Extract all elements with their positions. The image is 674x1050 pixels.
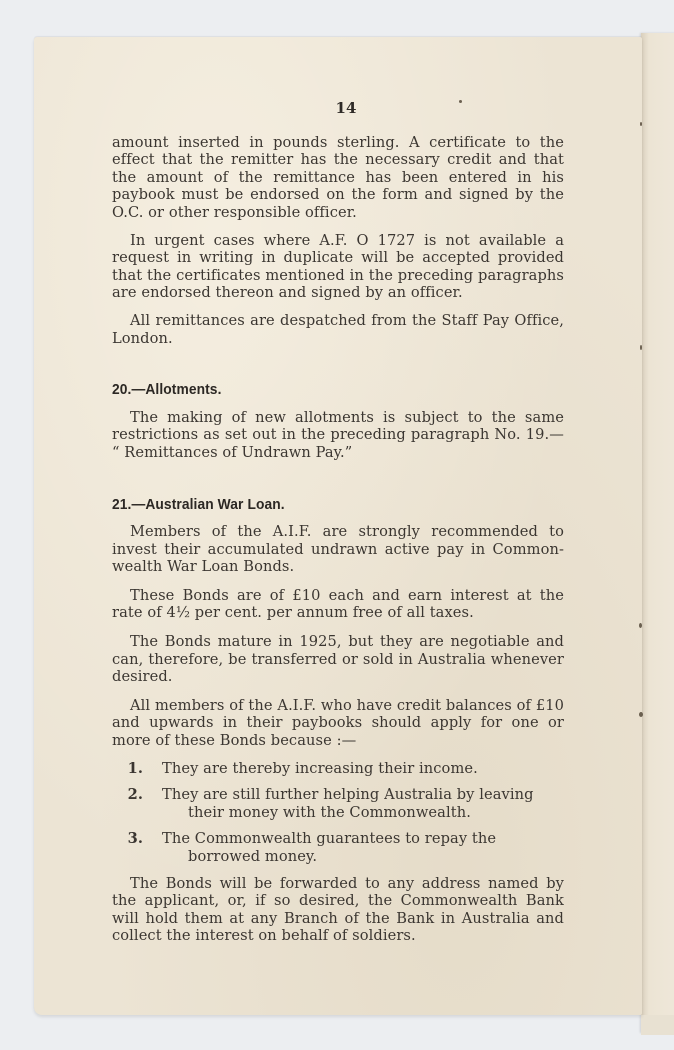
paragraph-allotments: The making of new allotments is subject to the same restrictions as set out in the preceding paragraph No. 19.— “ Remittances of Undrawn Pay.” — [112, 408, 564, 461]
reason-item — [112, 786, 564, 821]
reason-text — [162, 830, 564, 865]
paper-speck — [639, 712, 643, 717]
reason-item — [112, 830, 564, 865]
reason-number: 1. — [127, 759, 143, 777]
reason-text-continued: their money with the Commonwealth. — [188, 803, 471, 821]
next-page-edge-bottom — [641, 1015, 674, 1035]
paragraph-urgent-cases: In urgent cases where A.F. O 1727 is not available a request in writing in duplicate will be accepted provided that the certificates mentioned in the preceding paragraphs are endorsed thereon and signed by an officer. — [112, 231, 564, 302]
reason-text-continued: borrowed money. — [188, 848, 318, 865]
paragraph-remittances-despatched: All remittances are despatched from the Staff Pay Office, London. — [112, 311, 564, 347]
paper-speck — [640, 345, 642, 350]
reason-text-first: They are thereby increasing their income. — [162, 759, 478, 777]
paper-speck — [639, 623, 642, 628]
page-number: 14 — [335, 99, 357, 117]
reason-item — [112, 760, 564, 778]
paragraph-bonds-forwarded: The Bonds will be forwarded to any address named by the applicant, or, if so desired, the Commonwealth Bank will hold them at any Branch of the Bank in Australia and collect the interest on behalf of soldiers. — [112, 874, 564, 945]
paragraph-members-recommended: Members of the A.I.F. are strongly recommended to invest their accumulated undrawn active pay in Common-wealth War Loan Bonds. — [112, 523, 564, 576]
reason-number: 3. — [127, 830, 143, 848]
reason-number: 2. — [127, 786, 143, 804]
section-heading-war-loan: 21.—Australian War Loan. — [112, 495, 285, 513]
next-page-edge — [641, 33, 674, 1033]
paragraph-who-should-apply: All members of the A.I.F. who have credit balances of £10 and upwards in their paybooks should apply for one or more of these Bonds because :— — [112, 696, 564, 750]
reason-text — [162, 760, 564, 778]
reason-text — [162, 786, 564, 821]
paper-speck — [640, 122, 642, 126]
reason-text-first: They are still further helping Australia by leaving — [162, 786, 534, 804]
section-heading-allotments: 20.—Allotments. — [112, 381, 222, 399]
page-text — [112, 100, 564, 945]
paragraph-certificate: amount inserted in pounds sterling. A certificate to the effect that the remitter has the necessary credit and that the amount of the remittance has been entered in his paybook must be endorsed on the form and signed by the O.C. or other responsible officer. — [112, 133, 564, 221]
reasons-list — [112, 760, 564, 866]
paragraph-bond-maturity: The Bonds mature in 1925, but they are negotiable and can, therefore, be transferred or sold in Australia whenever desired. — [112, 633, 564, 686]
reason-text-first: The Commonwealth guarantees to repay the — [162, 830, 497, 848]
paragraph-bond-interest: These Bonds are of £10 each and earn interest at the rate of 4½ per cent. per annum free of all taxes. — [112, 586, 564, 622]
